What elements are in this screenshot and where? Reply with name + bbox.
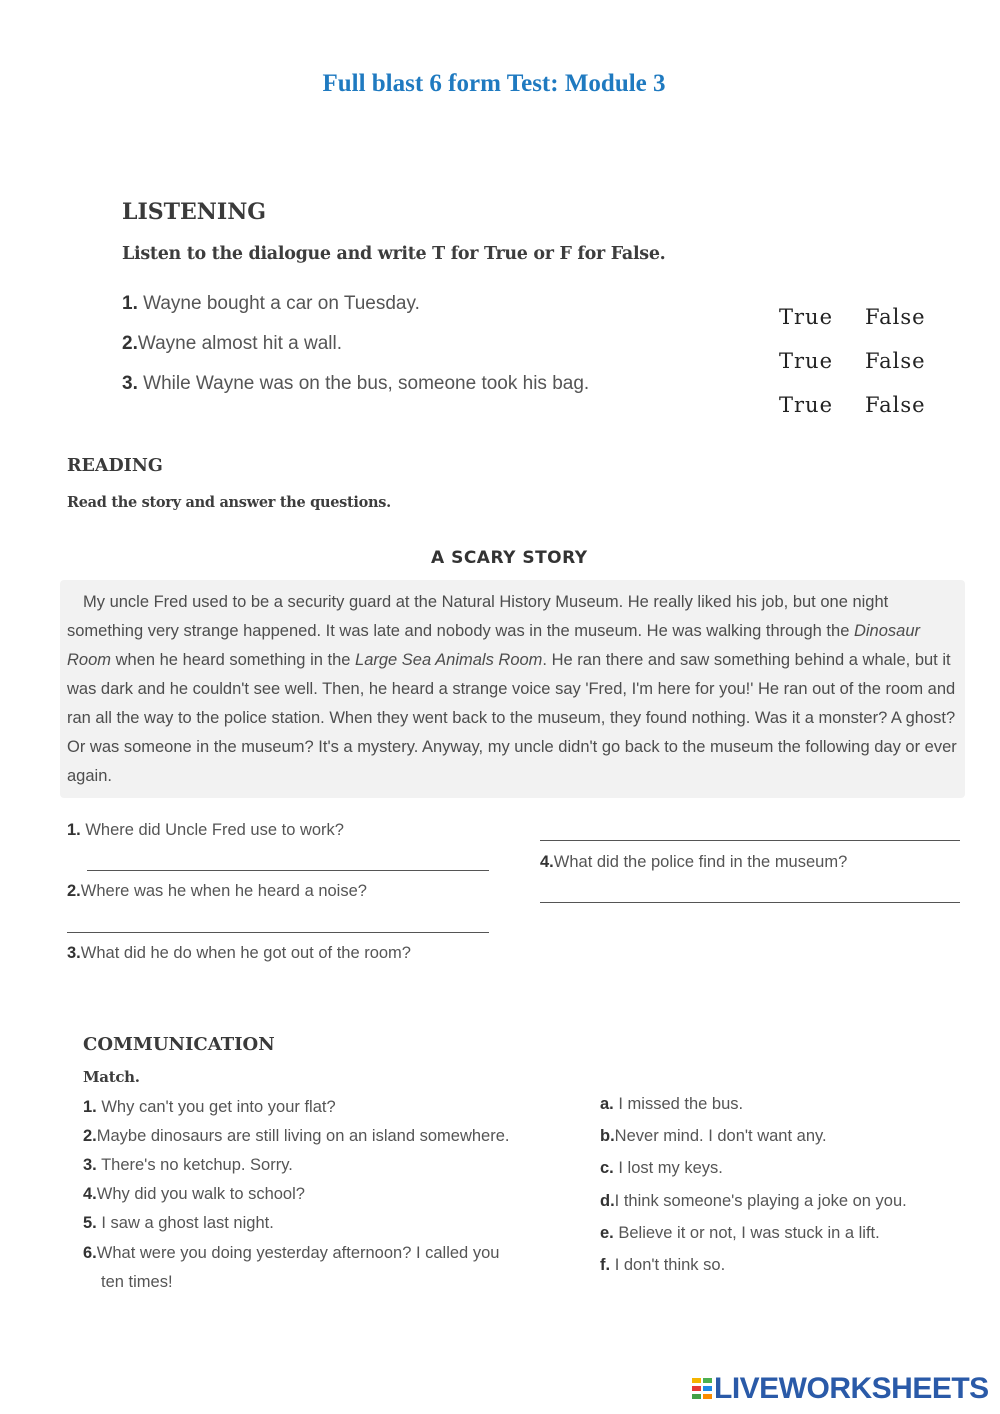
story-text [67, 588, 957, 791]
question-4 [540, 853, 847, 872]
true-option[interactable]: True [779, 349, 833, 373]
false-option[interactable]: False [865, 393, 926, 417]
listening-item [122, 333, 342, 355]
room-name-sea-animals: Large Sea Animals Room [355, 651, 543, 669]
match-text: Why did you walk to school? [96, 1185, 305, 1203]
match-letter: d. [600, 1192, 615, 1210]
match-text: I think someone's playing a joke on you. [614, 1192, 907, 1210]
question-2 [67, 882, 367, 901]
listening-item [122, 373, 589, 395]
match-left-item [83, 1185, 305, 1204]
match-number: 5. [83, 1214, 97, 1232]
item-text: While Wayne was on the bus, someone took his bag. [143, 373, 590, 394]
answer-input-1[interactable] [87, 850, 489, 871]
match-text: I missed the bus. [618, 1095, 744, 1113]
true-false-choice-1 [779, 305, 926, 329]
match-text: Believe it or not, I was stuck in a lift. [618, 1224, 880, 1242]
listening-item [122, 293, 420, 315]
answer-input-4[interactable] [540, 882, 960, 903]
match-letter: c. [600, 1159, 614, 1177]
listening-instruction: Listen to the dialogue and write T for True or F for False. [122, 244, 666, 264]
match-text: There's no ketchup. Sorry. [101, 1156, 293, 1174]
story-title: A SCARY STORY [431, 548, 588, 568]
question-text: Where was he when he heard a noise? [80, 882, 367, 900]
match-letter: a. [600, 1095, 614, 1113]
match-right-item [600, 1192, 907, 1211]
reading-instruction: Read the story and answer the questions. [67, 494, 391, 511]
match-text: Maybe dinosaurs are still living on an island somewhere. [96, 1127, 510, 1145]
communication-instruction: Match. [83, 1068, 140, 1086]
communication-heading: COMMUNICATION [83, 1034, 275, 1055]
match-left-item-continued: ten times! [101, 1273, 173, 1291]
true-false-choice-2 [779, 349, 926, 373]
question-text: What did he do when he got out of the room? [80, 944, 411, 962]
room-name-dinosaur: Dinosaur Room [67, 622, 921, 669]
match-text: I don't think so. [614, 1256, 726, 1274]
answer-input-2[interactable] [67, 912, 489, 933]
match-text: I lost my keys. [618, 1159, 723, 1177]
item-number: 1. [122, 293, 138, 314]
reading-heading: READING [67, 456, 163, 476]
true-false-choice-3 [779, 393, 926, 417]
match-text: Never mind. I don't want any. [614, 1127, 827, 1145]
match-left-item [83, 1156, 293, 1175]
match-number: 2. [83, 1127, 97, 1145]
match-text: Why can't you get into your flat? [101, 1098, 336, 1116]
match-text: I saw a ghost last night. [101, 1214, 274, 1232]
match-left-item [83, 1098, 336, 1117]
match-number: 6. [83, 1244, 97, 1262]
match-left-item [83, 1214, 274, 1233]
story-part-1: My uncle Fred used to be a security guard at the Natural History Museum. He really liked his job, but one night something very strange happened. It was late and nobody was in the museum. He was walking through the [67, 593, 889, 640]
match-letter: f. [600, 1256, 611, 1274]
item-number: 3. [122, 373, 138, 394]
item-text: Wayne almost hit a wall. [137, 333, 343, 354]
page-title: Full blast 6 form Test: Module 3 [322, 70, 666, 97]
true-option[interactable]: True [779, 305, 833, 329]
liveworksheets-logo-icon [692, 1378, 712, 1400]
story-part-3: . He ran there and saw something behind a whale, but it was dark and he couldn't see well. Then, he heard a strange voice say 'Fred, I'm here for you!' He ran out of the room and ran all the way to the police station. When they went back to the museum, they found nothing. Was it a monster? A ghost? Or was someone in the museum? It's a mystery. Anyway, my uncle didn't go back to the museum the following day or ever again. [67, 651, 957, 785]
true-option[interactable]: True [779, 393, 833, 417]
logo-text: LIVEWORKSHEETS [714, 1372, 989, 1405]
question-number: 4. [540, 853, 554, 871]
question-1 [67, 821, 344, 840]
match-text: What were you doing yesterday afternoon? I called you [96, 1244, 500, 1262]
match-letter: e. [600, 1224, 614, 1242]
false-option[interactable]: False [865, 349, 926, 373]
question-number: 3. [67, 944, 81, 962]
question-number: 2. [67, 882, 81, 900]
match-number: 1. [83, 1098, 97, 1116]
story-part-2: when he heard something in the [111, 651, 356, 669]
question-number: 1. [67, 821, 81, 839]
match-right-item [600, 1256, 725, 1275]
question-text: What did the police find in the museum? [553, 853, 848, 871]
match-right-item [600, 1224, 880, 1243]
match-number: 3. [83, 1156, 97, 1174]
match-left-item [83, 1244, 499, 1263]
answer-input-3[interactable] [540, 820, 960, 841]
question-3 [67, 944, 411, 963]
item-number: 2. [122, 333, 138, 354]
item-text: Wayne bought a car on Tuesday. [143, 293, 420, 314]
match-right-item [600, 1127, 827, 1146]
false-option[interactable]: False [865, 305, 926, 329]
match-letter: b. [600, 1127, 615, 1145]
match-right-item [600, 1095, 743, 1114]
question-text: Where did Uncle Fred use to work? [85, 821, 344, 839]
liveworksheets-logo[interactable] [692, 1372, 989, 1406]
match-left-item [83, 1127, 509, 1146]
match-right-item [600, 1159, 723, 1178]
match-number: 4. [83, 1185, 97, 1203]
listening-heading: LISTENING [122, 199, 267, 225]
